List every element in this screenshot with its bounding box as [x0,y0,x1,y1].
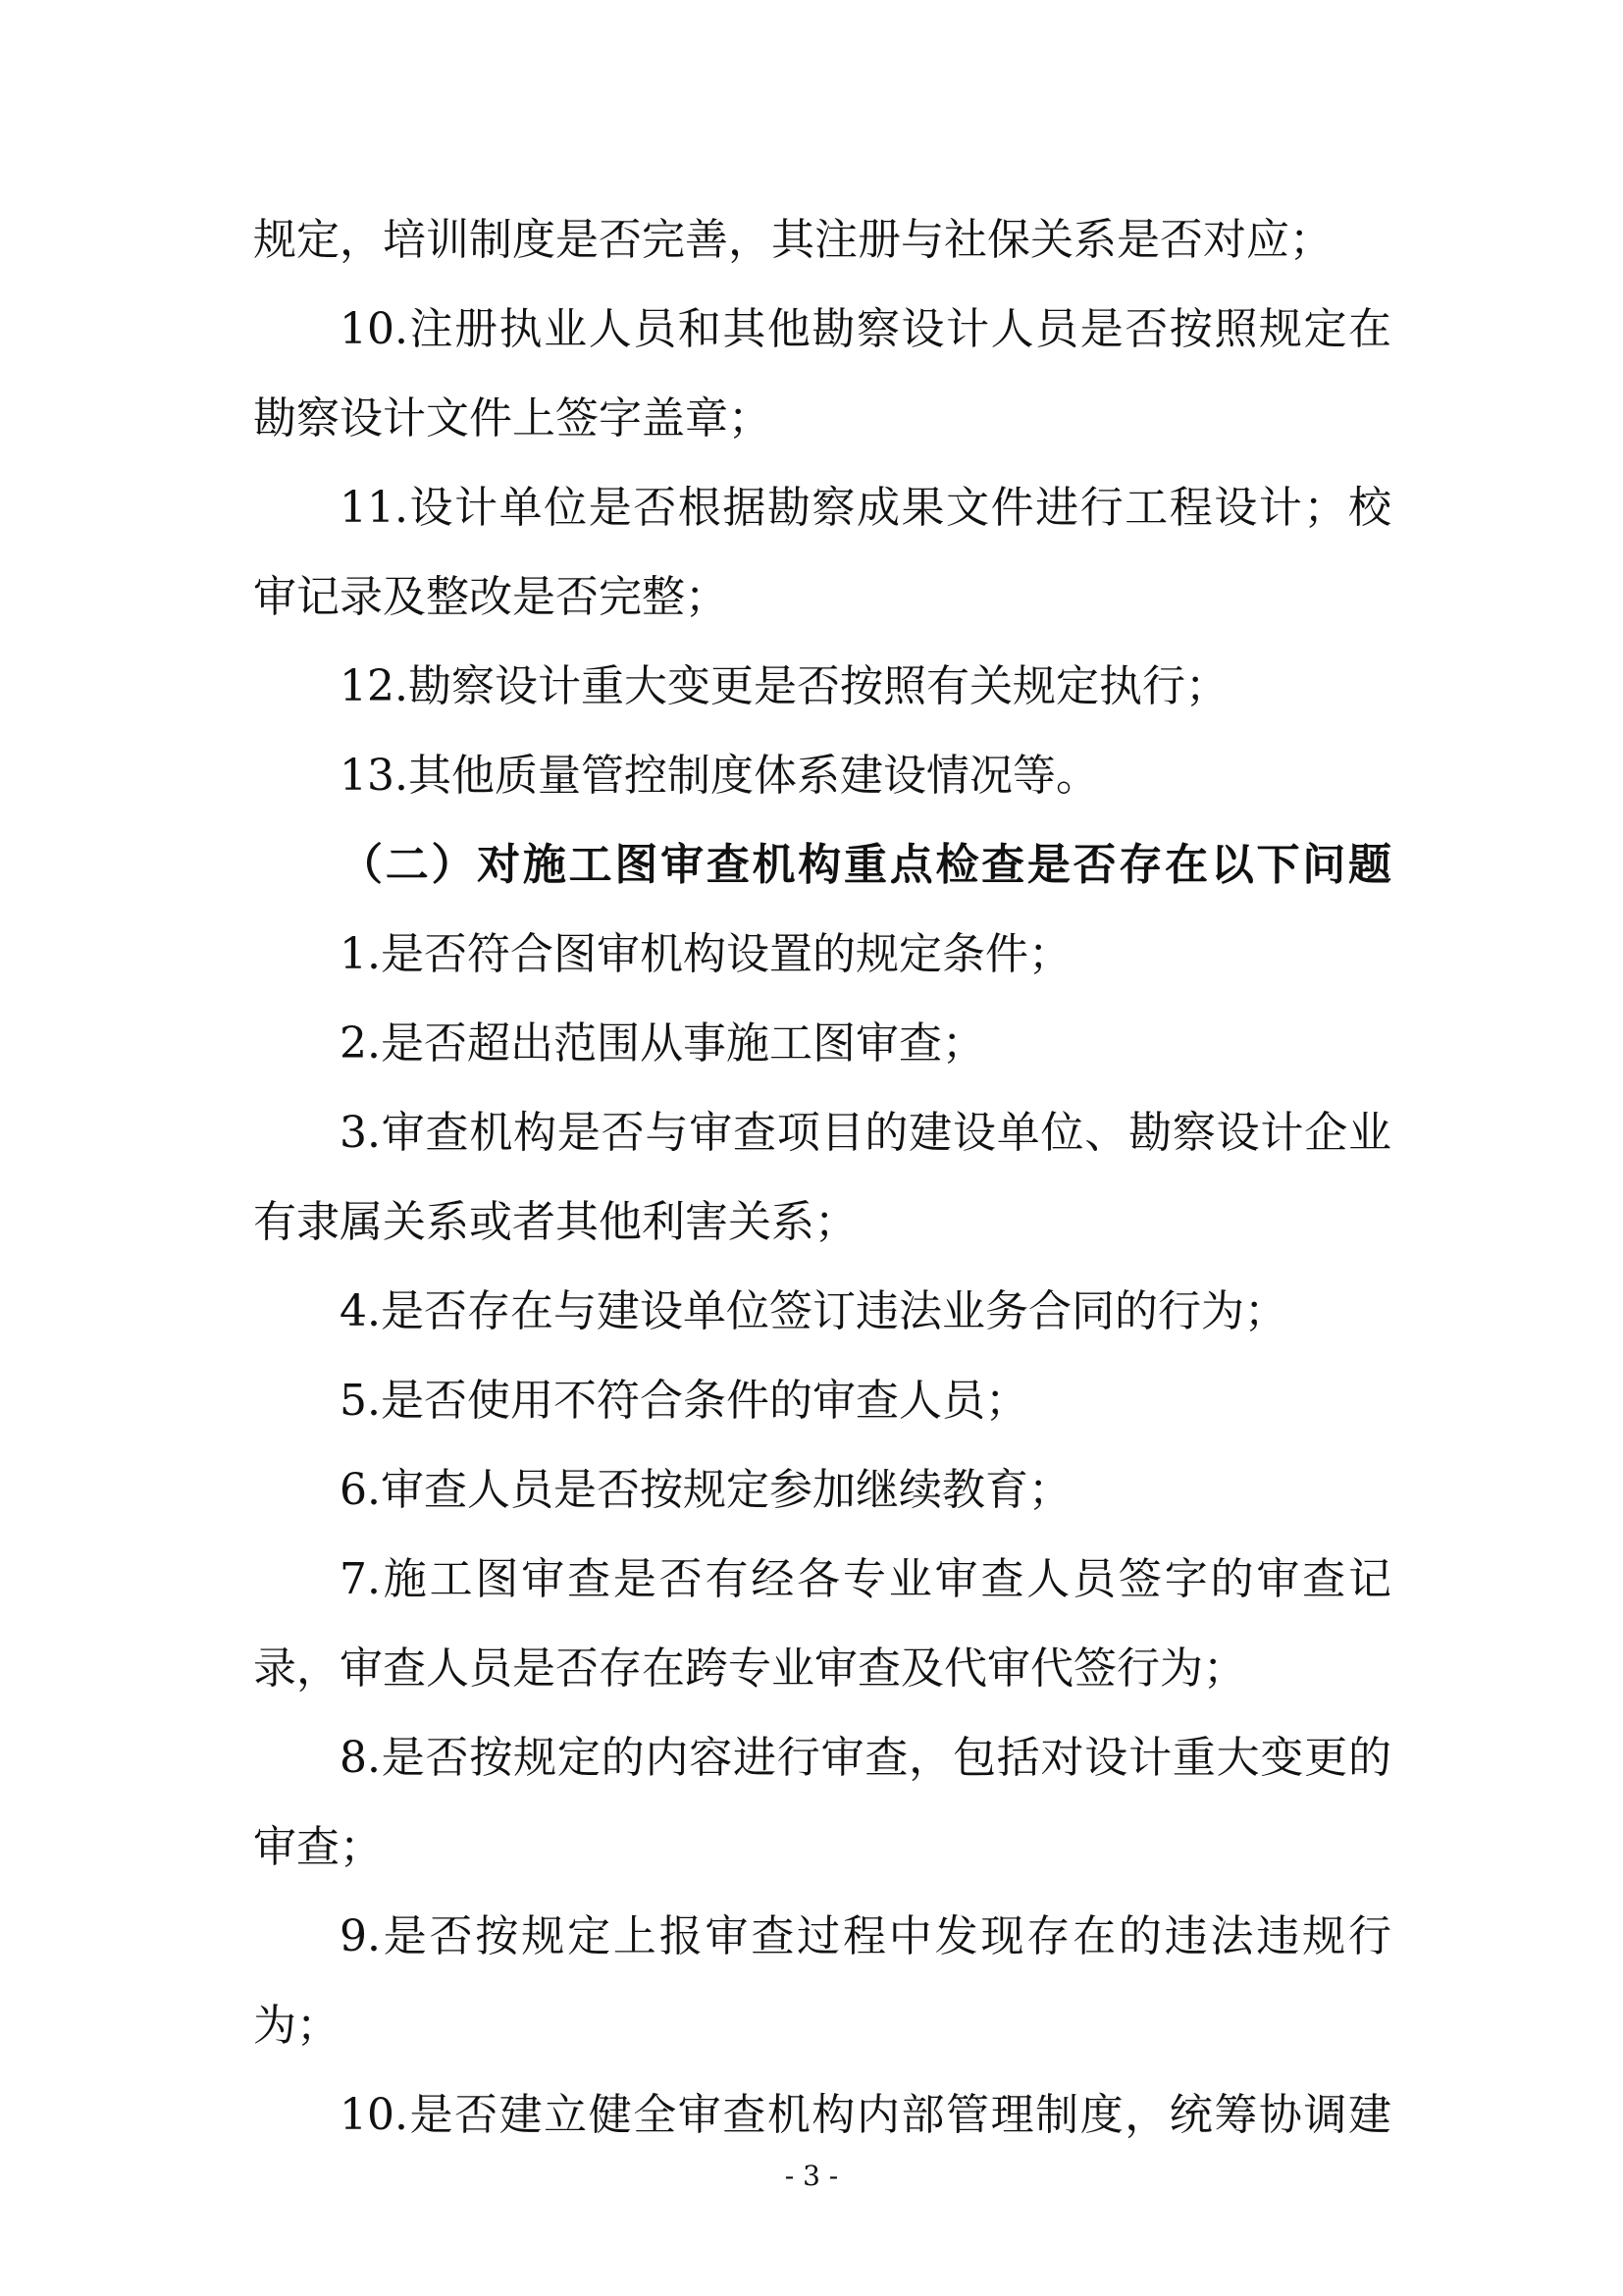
text-line-14: 5.是否使用不符合条件的审查人员； [340,1376,1028,1426]
text-line-22: 10.是否建立健全审查机构内部管理制度，统筹协调建 [340,2090,1391,2140]
text-line-2: 10.注册执业人员和其他勘察设计人员是否按照规定在 [340,304,1391,354]
page-number: - 3 - [784,2160,839,2192]
text-line-19: 审查； [253,1822,383,1872]
text-line-10: 2.是否超出范围从事施工图审查； [340,1018,985,1069]
text-line-18: 8.是否按规定的内容进行审查，包括对设计重大变更的 [340,1733,1391,1783]
text-line-15: 6.审查人员是否按规定参加继续教育； [340,1465,1072,1515]
text-line-9: 1.是否符合图审机构设置的规定条件； [340,929,1072,979]
text-line-20: 9.是否按规定上报审查过程中发现存在的违法违规行 [340,1911,1391,1961]
text-line-6: 12.勘察设计重大变更是否按照有关规定执行； [340,661,1229,711]
text-line-12: 有隶属关系或者其他利害关系； [253,1197,858,1247]
text-line-5: 审记录及整改是否完整； [253,572,728,622]
text-line-13: 4.是否存在与建设单位签订违法业务合同的行为； [340,1286,1287,1336]
text-line-16: 7.施工图审查是否有经各专业审查人员签字的审查记 [340,1554,1391,1604]
text-line-1: 规定，培训制度是否完善，其注册与社保关系是否对应； [253,215,1333,265]
text-line-21: 为； [253,2001,340,2051]
text-line-17: 录，审查人员是否存在跨专业审查及代审代签行为； [253,1644,1246,1694]
text-line-11: 3.审查机构是否与审查项目的建设单位、勘察设计企业 [340,1108,1391,1158]
text-line-4: 11.设计单位是否根据勘察成果文件进行工程设计；校 [340,483,1391,533]
text-line-3: 勘察设计文件上签字盖章； [253,393,771,444]
text-line-7: 13.其他质量管控制度体系建设情况等。 [340,751,1099,801]
section-heading: （二）对施工图审查机构重点检查是否存在以下问题 [340,840,1391,890]
